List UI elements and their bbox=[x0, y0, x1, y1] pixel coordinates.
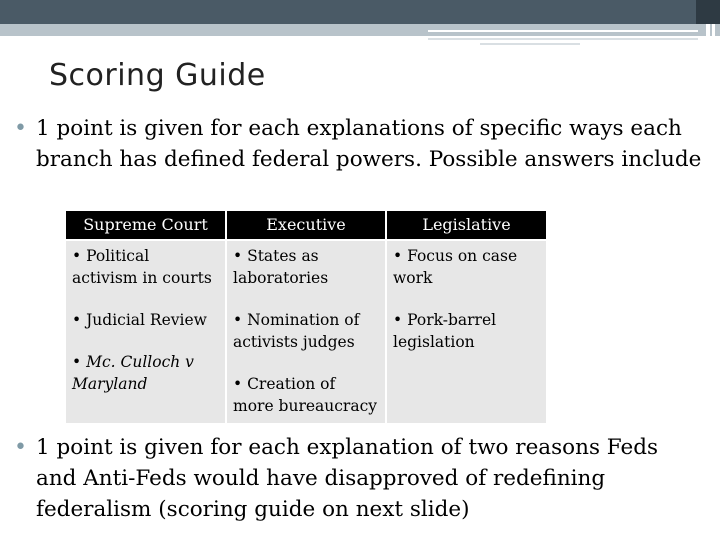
header-legislative: Legislative bbox=[386, 211, 546, 240]
list-item: • Pork-barrel legislation bbox=[393, 311, 497, 351]
accent-line bbox=[480, 43, 580, 45]
bullet-text: 1 point is given for each explanation of two reasons Feds and Anti-Feds would have disapproved of redefining federalism (scoring guide on next slide) bbox=[36, 435, 659, 522]
list-item: • States as laboratories bbox=[233, 247, 329, 287]
header-supreme-court: Supreme Court bbox=[66, 211, 226, 240]
table-row bbox=[66, 240, 546, 423]
list-item: • Judicial Review bbox=[72, 311, 207, 329]
bullet-dot: • bbox=[14, 435, 27, 460]
table-header-row bbox=[66, 211, 546, 240]
executive-cell bbox=[226, 240, 386, 423]
bullet-2 bbox=[14, 432, 704, 525]
scoring-table bbox=[66, 211, 546, 423]
list-item: • Political activism in courts bbox=[72, 247, 212, 287]
list-item: • Mc. Culloch v Maryland bbox=[72, 353, 194, 393]
supreme-court-cell bbox=[66, 240, 226, 423]
top-bar-corner bbox=[696, 0, 720, 24]
header-executive: Executive bbox=[226, 211, 386, 240]
bullet-dot: • bbox=[14, 116, 27, 141]
bullet-text: 1 point is given for each explanations of specific ways each branch has defined federal powers. Possible answers include bbox=[36, 116, 702, 172]
slide-title: Scoring Guide bbox=[49, 58, 266, 93]
bullet-1 bbox=[14, 113, 704, 175]
legislative-cell bbox=[386, 240, 546, 423]
list-item: • Creation of more bureaucracy bbox=[233, 375, 378, 415]
list-item: • Nomination of activists judges bbox=[233, 311, 360, 351]
edge-accent bbox=[706, 24, 710, 54]
accent-line bbox=[428, 30, 698, 32]
edge-accent bbox=[712, 24, 715, 54]
top-bar bbox=[0, 0, 720, 24]
accent-line bbox=[428, 38, 698, 40]
list-item: • Focus on case work bbox=[393, 247, 518, 287]
